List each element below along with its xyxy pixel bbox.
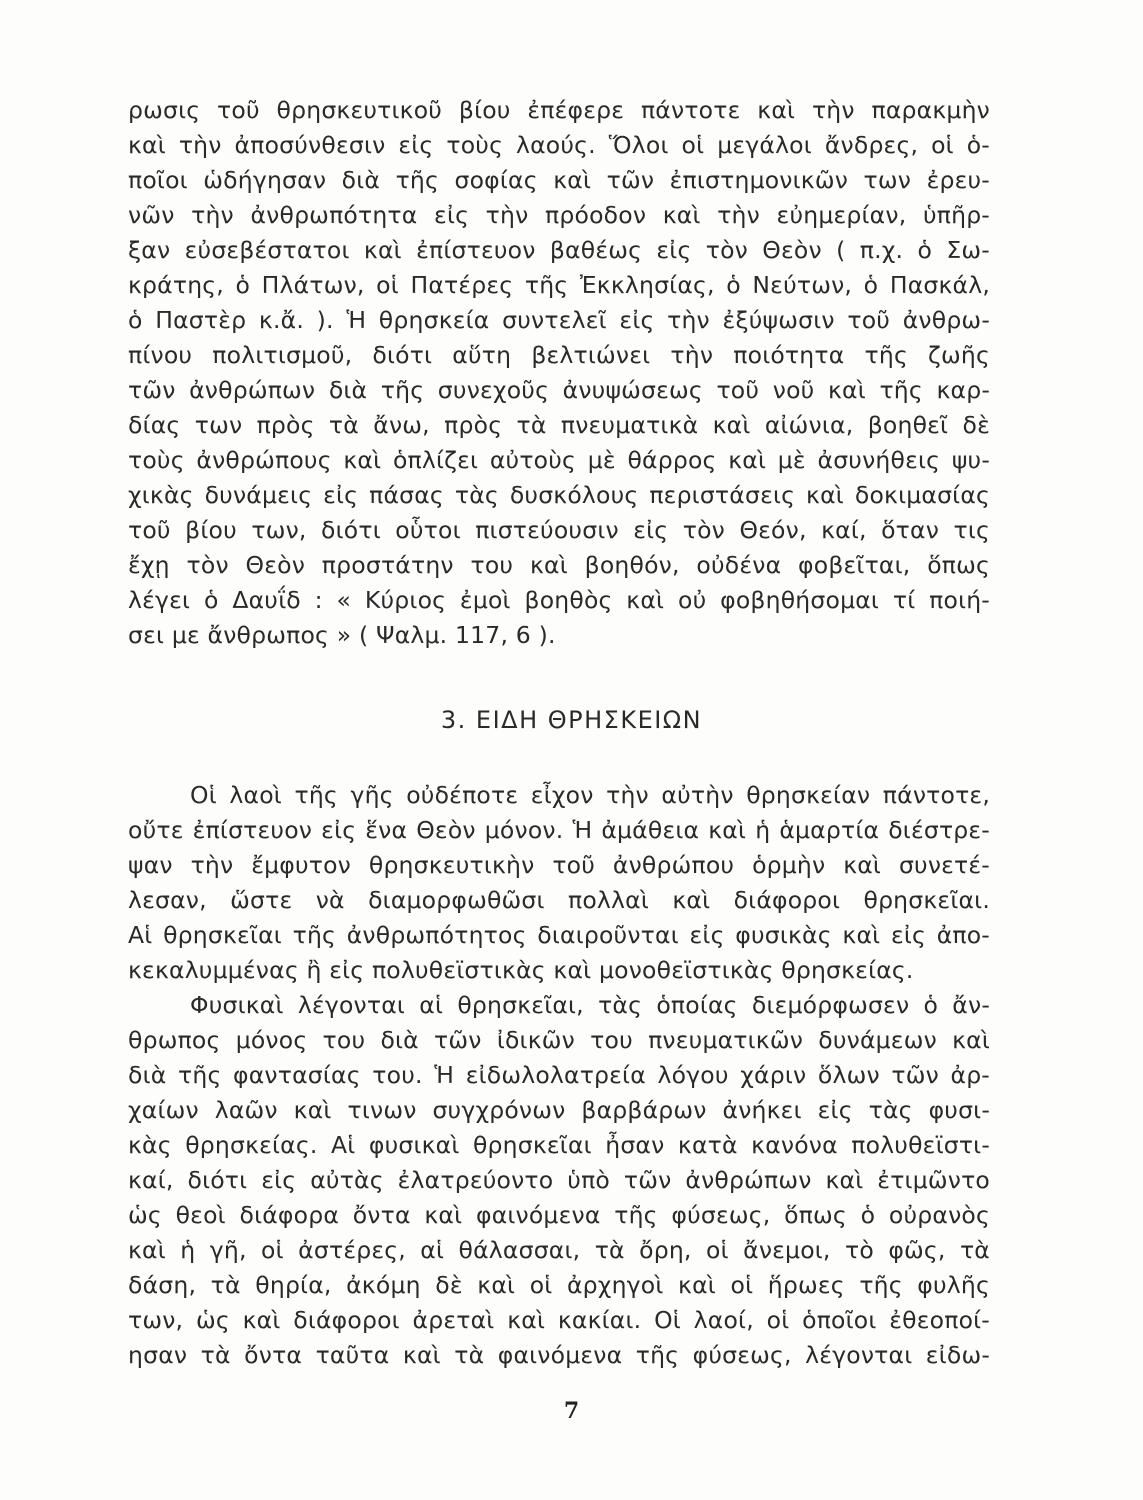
text-line: τοῦ βίου των, διότι οὗτοι πιστεύουσιν εἰς τὸν Θεόν, καί, ὅταν τις: [128, 516, 990, 544]
text-line: ὡς θεοὶ διάφορα ὄντα καὶ φαινόμενα τῆς φύσεως, ὅπως ὁ οὐρανὸς: [128, 1201, 990, 1229]
text-line: λέγει ὁ Δαυΐδ : « Κύριος ἐμοὶ βοηθὸς καὶ οὐ φοβηθήσομαι τί ποιή-: [128, 586, 990, 614]
text-line: θρωπος μόνος του διὰ τῶν ἰδικῶν του πνευματικῶν δυνάμεων καὶ: [128, 1026, 990, 1054]
text-line: κὰς θρησκείας. Αἱ φυσικαὶ θρησκεῖαι ἦσαν κατὰ κανόνα πολυθεϊστι-: [128, 1131, 990, 1159]
text-line: πίνου πολιτισμοῦ, διότι αὕτη βελτιώνει τὴν ποιότητα τῆς ζωῆς: [128, 341, 990, 369]
text-line: δίας των πρὸς τὰ ἄνω, πρὸς τὰ πνευματικὰ καὶ αἰώνια, βοηθεῖ δὲ: [128, 411, 990, 439]
text-line: δάση, τὰ θηρία, ἀκόμη δὲ καὶ οἱ ἀρχηγοὶ καὶ οἱ ἥρωες τῆς φυλῆς: [128, 1271, 990, 1299]
text-line: ρωσις τοῦ θρησκευτικοῦ βίου ἐπέφερε πάντοτε καὶ τὴν παρακμὴν: [128, 96, 990, 124]
text-line: των, ὡς καὶ διάφοροι ἀρεταὶ καὶ κακίαι. Οἱ λαοί, οἱ ὁποῖοι ἐθεοποί-: [128, 1306, 990, 1334]
text-line: λεσαν, ὥστε νὰ διαμορφωθῶσι πολλαὶ καὶ διάφοροι θρησκεῖαι.: [128, 886, 990, 914]
text-line: κράτης, ὁ Πλάτων, οἱ Πατέρες τῆς Ἐκκλησίας, ὁ Νεύτων, ὁ Πασκάλ,: [128, 271, 990, 299]
text-line: χικὰς δυνάμεις εἰς πάσας τὰς δυσκόλους περιστάσεις καὶ δοκιμασίας: [128, 481, 990, 509]
text-line: διὰ τῆς φαντασίας του. Ἡ εἰδωλολατρεία λόγου χάριν ὅλων τῶν ἀρ-: [128, 1061, 990, 1089]
text-line: οὔτε ἐπίστευον εἰς ἕνα Θεὸν μόνον. Ἡ ἀμάθεια καὶ ἡ ἁμαρτία διέστρε-: [128, 816, 990, 844]
text-line: κεκαλυμμένας ἢ εἰς πολυθεϊστικὰς καὶ μονοθεϊστικὰς θρησκείας.: [128, 956, 914, 984]
text-line: Φυσικαὶ λέγονται αἱ θρησκεῖαι, τὰς ὁποίας διεμόρφωσεν ὁ ἄν-: [190, 991, 990, 1019]
text-line: ξαν εὐσεβέστατοι καὶ ἐπίστευον βαθέως εἰς τὸν Θεὸν ( π.χ. ὁ Σω-: [128, 236, 990, 264]
text-line: σει με ἄνθρωπος » ( Ψαλμ. 117, 6 ).: [128, 621, 556, 649]
text-line: τοὺς ἀνθρώπους καὶ ὁπλίζει αὐτοὺς μὲ θάρρος καὶ μὲ ἀσυνήθεις ψυ-: [128, 446, 990, 474]
text-line: ησαν τὰ ὄντα ταῦτα καὶ τὰ φαινόμενα τῆς φύσεως, λέγονται εἰδω-: [128, 1341, 990, 1369]
section-heading: 3. ΕΙΔΗ ΘΡΗΣΚΕΙΩΝ: [440, 706, 703, 734]
text-line: τῶν ἀνθρώπων διὰ τῆς συνεχοῦς ἀνυψώσεως τοῦ νοῦ καὶ τῆς καρ-: [128, 376, 990, 404]
text-line: καὶ τὴν ἀποσύνθεσιν εἰς τοὺς λαούς. Ὅλοι οἱ μεγάλοι ἄνδρες, οἱ ὁ-: [128, 131, 990, 159]
text-line: ψαν τὴν ἔμφυτον θρησκευτικὴν τοῦ ἀνθρώπου ὁρμὴν καὶ συνετέ-: [128, 851, 990, 879]
text-line: νῶν τὴν ἀνθρωπότητα εἰς τὴν πρόοδον καὶ τὴν εὐημερίαν, ὑπῆρ-: [128, 201, 990, 229]
text-line: καὶ ἡ γῆ, οἱ ἀστέρες, αἱ θάλασσαι, τὰ ὄρη, οἱ ἄνεμοι, τὸ φῶς, τὰ: [128, 1236, 990, 1264]
text-line: Οἱ λαοὶ τῆς γῆς οὐδέποτε εἶχον τὴν αὐτὴν θρησκείαν πάντοτε,: [190, 781, 990, 809]
text-line: ὁ Παστὲρ κ.ἄ. ). Ἡ θρησκεία συντελεῖ εἰς τὴν ἐξύψωσιν τοῦ ἀνθρω-: [128, 306, 990, 334]
text-line: Αἱ θρησκεῖαι τῆς ἀνθρωπότητος διαιροῦνται εἰς φυσικὰς καὶ εἰς ἀπο-: [128, 921, 990, 949]
text-line: καί, διότι εἰς αὐτὰς ἐλατρεύοντο ὑπὸ τῶν ἀνθρώπων καὶ ἐτιμῶντο: [128, 1166, 990, 1194]
text-line: ἔχῃ τὸν Θεὸν προστάτην του καὶ βοηθόν, οὐδένα φοβεῖται, ὅπως: [128, 551, 990, 579]
text-line: ποῖοι ὡδήγησαν διὰ τῆς σοφίας καὶ τῶν ἐπιστημονικῶν των ἐρευ-: [128, 166, 990, 194]
text-line: χαίων λαῶν καὶ τινων συγχρόνων βαρβάρων ἀνήκει εἰς τὰς φυσι-: [128, 1096, 990, 1124]
page-number: 7: [563, 1398, 580, 1424]
